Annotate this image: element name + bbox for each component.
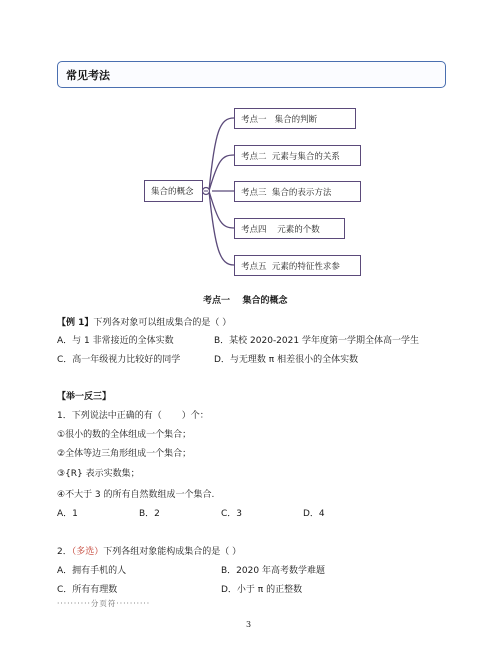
q2-option-b: B．2020 年高考数学难题	[221, 566, 325, 576]
q1-statement-2: ②全体等边三角形组成一个集合；	[57, 449, 192, 459]
q1-option-c: C．3	[221, 509, 243, 519]
example-question	[57, 315, 231, 328]
q2-tag: （多选）	[71, 547, 104, 557]
q2-number: 2．	[57, 547, 72, 557]
q1-statement-3: ③{R} 表示实数集；	[57, 469, 140, 479]
mindmap-root-label: 集合的概念	[151, 187, 194, 197]
q2-stem-text: 下列各组对象能构成集合的是（ ）	[103, 547, 242, 557]
mindmap-branch-5	[234, 255, 361, 276]
example-label: 【例 1】	[57, 318, 94, 328]
mindmap-branch-1	[234, 108, 356, 129]
example-option-a: A．与 1 非常接近的全体实数	[57, 336, 174, 346]
mindmap-branch-4	[234, 218, 345, 239]
q1-option-d: D．4	[303, 509, 325, 519]
section-header-title: 常见考法	[66, 69, 110, 82]
q1-statement-1: ①很小的数的全体组成一个集合；	[57, 430, 192, 440]
q1-stem-post: ）个：	[181, 411, 209, 421]
section-title: 考点一 集合的概念	[203, 296, 288, 306]
q2-option-a: A．拥有手机的人	[57, 566, 127, 576]
q2-option-d: D．小于 π 的正整数	[221, 585, 303, 595]
q1-stem	[57, 408, 209, 421]
mindmap-root	[144, 180, 203, 202]
page-break-divider: ··········分页符··········	[57, 599, 151, 608]
example-option-c: C．高一年级视力比较好的同学	[57, 355, 181, 365]
q1-option-b: B．2	[139, 509, 160, 519]
mindmap-branch-label: 考点四 元素的个数	[241, 224, 320, 235]
mindmap-branch-label: 考点一 集合的判断	[241, 114, 318, 125]
example-option-d: D．与无理数 π 相差很小的全体实数	[214, 355, 359, 365]
page-number: 3	[246, 620, 252, 629]
q1-option-a: A．1	[57, 509, 78, 519]
mindmap-branch-label: 考点三 集合的表示方法	[241, 187, 332, 198]
q2-option-c: C．所有有理数	[57, 585, 118, 595]
example-option-b: B．某校 2020-2021 学年度第一学期全体高一学生	[214, 336, 419, 346]
mindmap-branch-3	[234, 181, 361, 202]
q2-stem	[57, 544, 241, 557]
q1-statement-4: ④不大于 3 的所有自然数组成一个集合.	[57, 490, 215, 500]
example-stem: 下列各对象可以组成集合的是（ ）	[93, 318, 232, 328]
practice-label: 【举一反三】	[57, 392, 112, 402]
mindmap-branch-2	[234, 145, 361, 166]
mindmap-branch-label: 考点二 元素与集合的关系	[241, 151, 340, 162]
mindmap-branch-label: 考点五 元素的特征性求参	[241, 261, 340, 272]
q1-stem-pre: 1．下列说法中正确的有（	[57, 411, 162, 421]
